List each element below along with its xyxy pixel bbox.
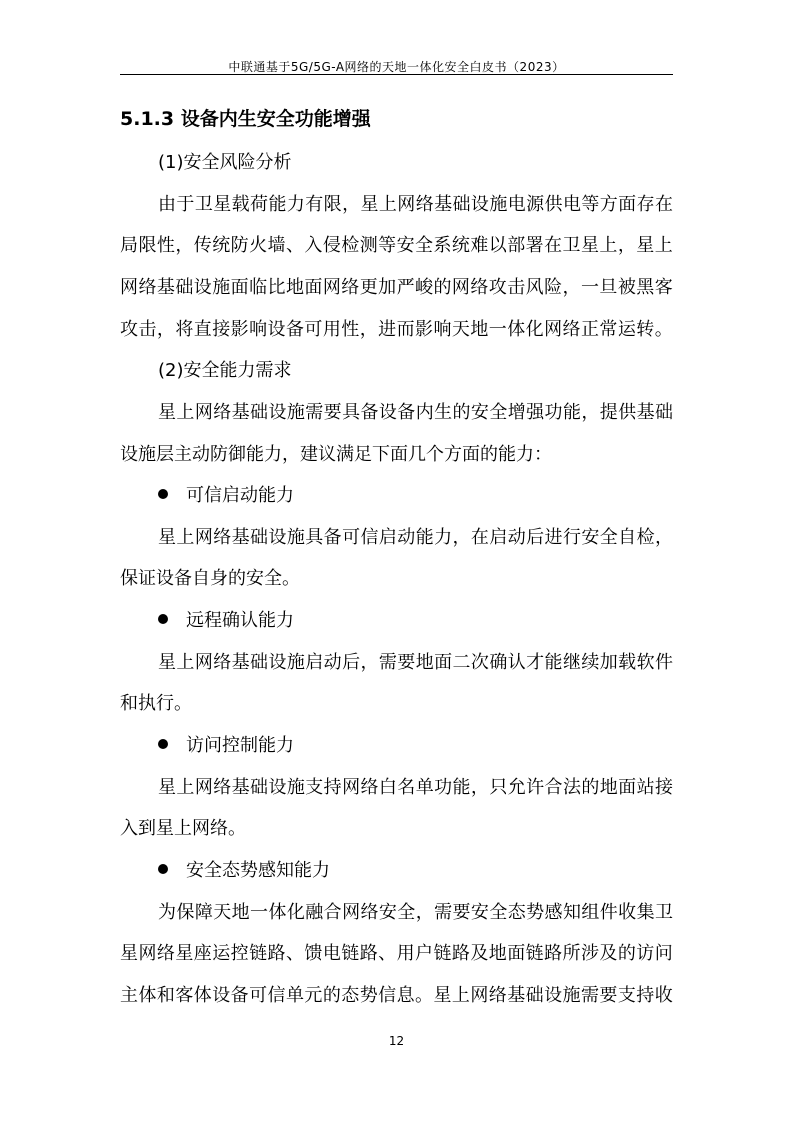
header-rule [120, 74, 673, 75]
page-header: 中联通基于5G/5G-A网络的天地一体化安全白皮书（2023） [228, 60, 565, 74]
section-heading: 5.1.3 设备内生安全功能增强 [120, 108, 371, 130]
paragraph-line: 为 保 障 天 地 一 体 化 融 合 网 络 安 全 ， 需 要 安 全 态 势 感 知 组 件 收 集 卫 [158, 902, 673, 923]
bullet-item-access-control [158, 731, 294, 757]
paragraph-line: 星 上 网 络 基 础 设 施 启 动 后 ， 需 要 地 面 二 次 确 认 才 能 继 续 加 载 软 件 [158, 652, 673, 673]
paragraph-line: 由 于 卫 星 载 荷 能 力 有 限 ， 星 上 网 络 基 础 设 施 电 源 供 电 等 方 面 存 在 [158, 194, 673, 215]
paragraph-line: 局 限 性 ， 传 统 防 火 墙 、 入 侵 检 测 等 安 全 系 统 难 以 部 署 在 卫 星 上 ， 星 上 [120, 235, 673, 256]
paragraph-line: 和执行。 [120, 693, 192, 714]
bullet-item-trusted-boot [158, 481, 294, 507]
bullet-title: 访问控制能力 [186, 735, 294, 756]
paragraph-line: 星 上 网 络 基 础 设 施 需 要 具 备 设 备 内 生 的 安 全 增 强 功 能 ， 提 供 基 础 [158, 402, 673, 423]
page-number: 12 [388, 1034, 405, 1048]
bullet-title: 可信启动能力 [186, 485, 294, 506]
paragraph-line: 保证设备自身的安全。 [120, 568, 300, 589]
paragraph-line: 网 络 基 础 设 施 面 临 比 地 面 网 络 更 加 严 峻 的 网 络 攻 击 风 险 ， 一 旦 被 黑 客 [120, 277, 673, 298]
paragraph-line: 攻 击 ， 将 直 接 影 响 设 备 可 用 性 ， 进 而 影 响 天 地 一 体 化 网 络 正 常 运 转 。 [120, 319, 673, 340]
paragraph-line: 星 上 网 络 基 础 设 施 具 备 可 信 启 动 能 力 ， 在 启 动 后 进 行 安 全 自 检 ， [158, 527, 673, 548]
paragraph-line: 主 体 和 客 体 设 备 可 信 单 元 的 态 势 信 息 。 星 上 网 络 基 础 设 施 需 要 支 持 收 [120, 985, 673, 1006]
bullet-item-situational-awareness [158, 856, 330, 882]
bullet-item-remote-confirm [158, 606, 294, 632]
bullet-title: 远程确认能力 [186, 610, 294, 631]
subsection-title-risk: (1)安全风险分析 [158, 152, 292, 173]
bullet-dot-icon [158, 489, 168, 499]
paragraph-line: 星 网 络 星 座 运 控 链 路 、 馈 电 链 路 、 用 户 链 路 及 地 面 链 路 所 涉 及 的 访 问 [120, 943, 673, 964]
paragraph-line: 星 上 网 络 基 础 设 施 支 持 网 络 白 名 单 功 能 ， 只 允 许 合 法 的 地 面 站 接 [158, 777, 673, 798]
bullet-dot-icon [158, 864, 168, 874]
bullet-dot-icon [158, 739, 168, 749]
paragraph-line: 设施层主动防御能力，建议满足下面几个方面的能力： [120, 444, 552, 465]
bullet-title: 安全态势感知能力 [186, 860, 330, 881]
subsection-title-requirements: (2)安全能力需求 [158, 360, 292, 381]
bullet-dot-icon [158, 614, 168, 624]
paragraph-line: 入到星上网络。 [120, 818, 246, 839]
